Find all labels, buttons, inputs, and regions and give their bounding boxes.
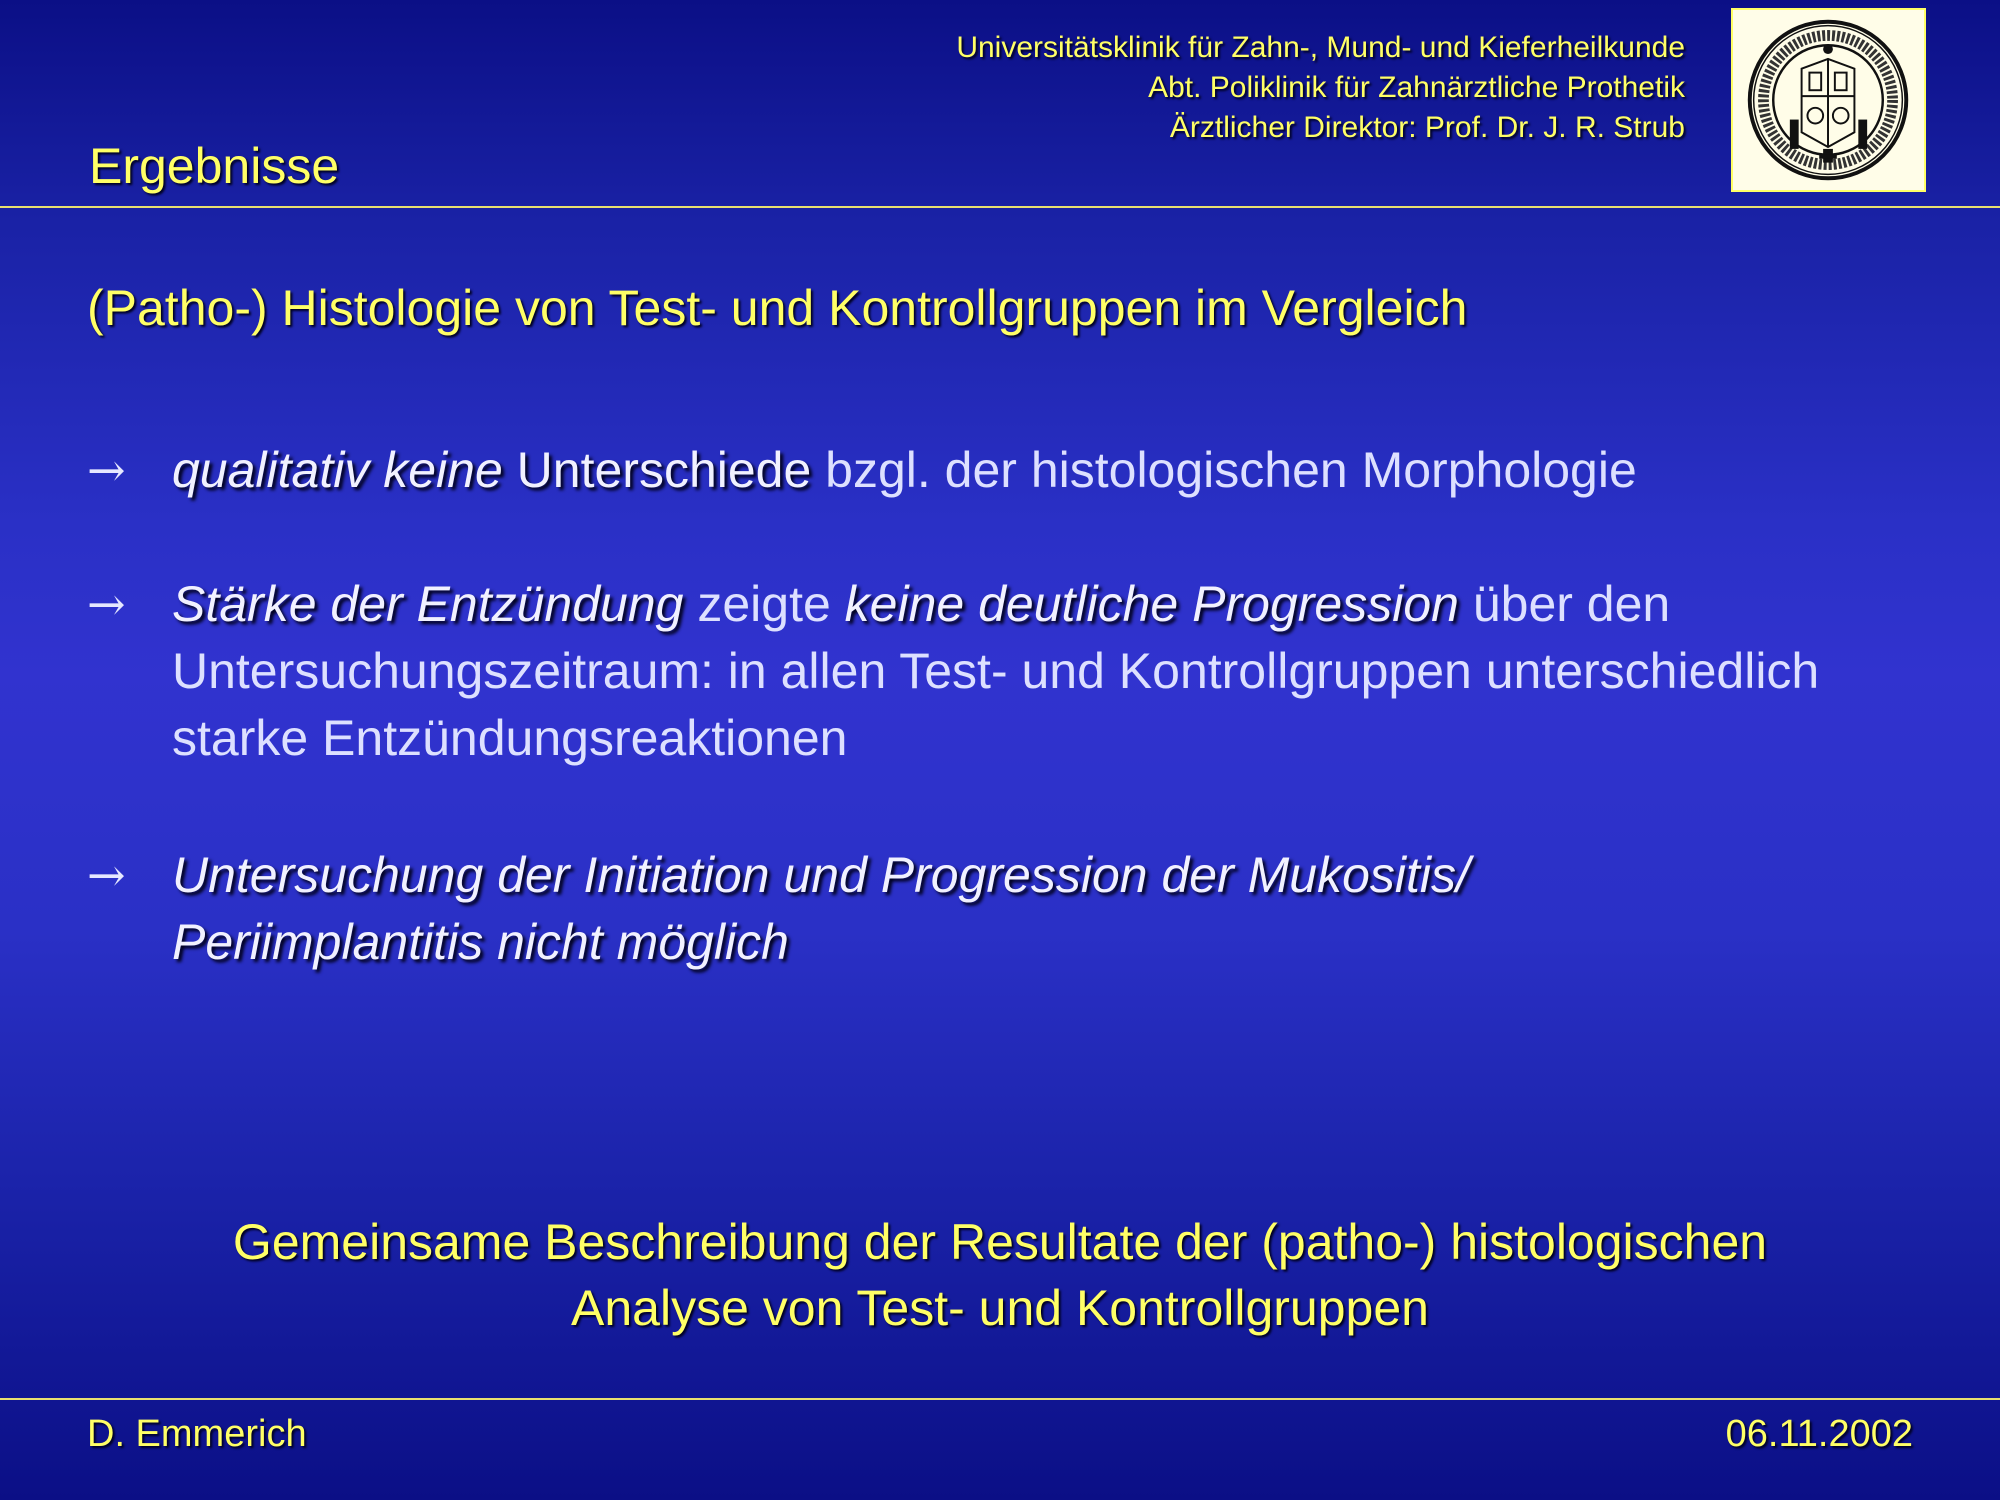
slide-subtitle: (Patho-) Histologie von Test- und Kontrollgruppen im Vergleich bbox=[87, 280, 1468, 336]
bullet-emphasis: Stärke der Entzündung bbox=[172, 576, 684, 632]
conclusion bbox=[0, 1209, 2000, 1341]
footer-author: D. Emmerich bbox=[87, 1413, 307, 1455]
bullet-item bbox=[87, 571, 1927, 772]
bullet-text bbox=[172, 571, 1927, 772]
bullet-text bbox=[172, 842, 1927, 976]
bullet-emphasis: keine deutliche Progression bbox=[844, 576, 1459, 632]
institution-line-2: Abt. Poliklinik für Zahnärztliche Prothetik bbox=[1148, 71, 1685, 104]
bullet-emphasis: Periimplantitis nicht möglich bbox=[172, 914, 789, 970]
conclusion-line-1: Gemeinsame Beschreibung der Resultate der (patho-) histologischen bbox=[232, 1214, 1768, 1270]
bullet-emphasis: Untersuchung der Initiation und Progression der Mukositis/ bbox=[172, 847, 1470, 903]
bullet-rest: bzgl. der histologischen Morphologie bbox=[811, 442, 1637, 498]
bullet-item bbox=[87, 842, 1927, 976]
bullet-emphasis: Unterschiede bbox=[516, 442, 812, 498]
bullet-emphasis: qualitativ keine bbox=[172, 442, 503, 498]
conclusion-line-2: Analyse von Test- und Kontrollgruppen bbox=[571, 1280, 1429, 1336]
bullet-item bbox=[87, 437, 1927, 504]
institution-line-1: Universitätsklinik für Zahn-, Mund- und Kieferheilkunde bbox=[956, 31, 1685, 64]
slide-title: Ergebnisse bbox=[89, 138, 340, 194]
footer-date: 06.11.2002 bbox=[1725, 1413, 1913, 1455]
header-divider bbox=[0, 206, 2000, 208]
footer-divider bbox=[0, 1398, 2000, 1400]
arrow-right-icon: → bbox=[87, 443, 126, 497]
bullet-text bbox=[172, 437, 1927, 504]
institution-header bbox=[956, 28, 1685, 148]
arrow-right-icon: → bbox=[87, 577, 126, 631]
institution-line-3: Ärztlicher Direktor: Prof. Dr. J. R. Strub bbox=[1169, 111, 1685, 144]
bullet-rest: über den Untersuchungszeitraum: in allen Test- und Kontrollgruppen unterschiedlich starke Entzündungsreaktionen bbox=[172, 576, 1820, 766]
arrow-right-icon: → bbox=[87, 848, 126, 902]
university-seal-icon bbox=[1731, 8, 1926, 192]
bullet-connector: zeigte bbox=[683, 576, 845, 632]
